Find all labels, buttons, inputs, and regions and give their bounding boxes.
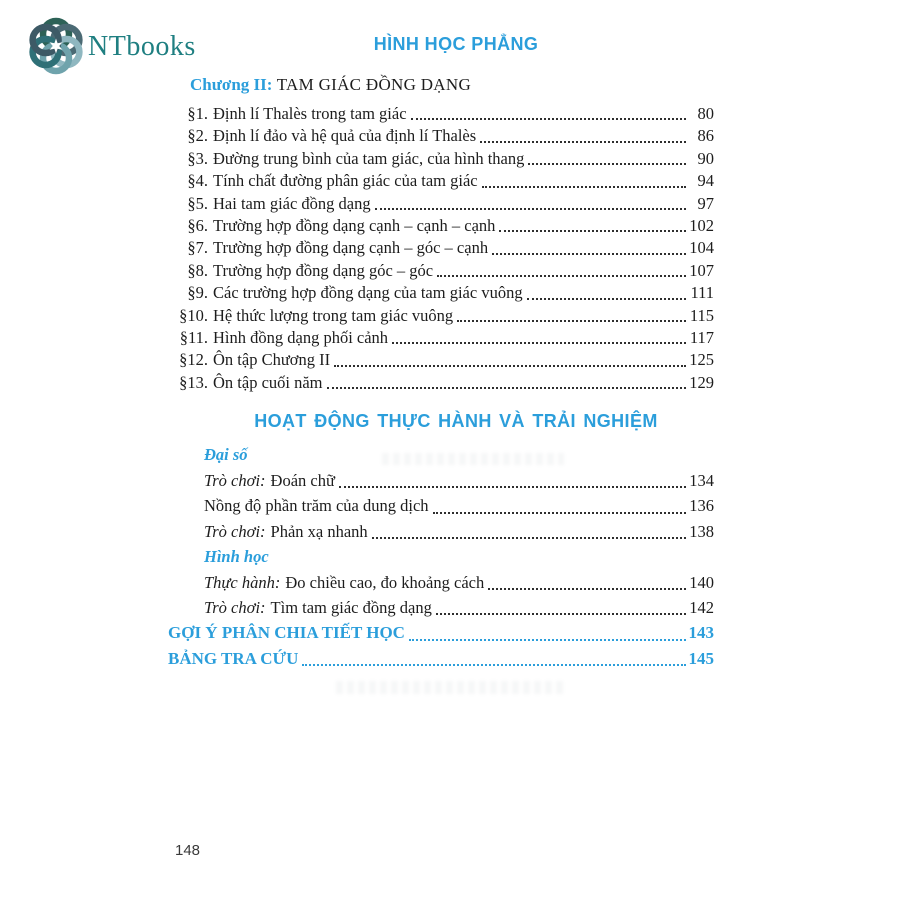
toc-entry-title: Đường trung bình của tam giác, của hình thang (213, 148, 525, 168)
dot-leader (392, 342, 686, 344)
activity-page: 142 (689, 598, 714, 618)
toc-entry (168, 237, 714, 259)
activity-title: Đo chiều cao, đo khoảng cách (285, 572, 485, 592)
dot-leader (372, 537, 686, 539)
dot-leader (409, 639, 686, 641)
activity-title: Nồng độ phần trăm của dung dịch (204, 496, 429, 516)
dot-leader (499, 230, 686, 232)
page-title: HÌNH HỌC PHẲNG (373, 34, 539, 54)
lesson-plan-page: 143 (688, 623, 714, 643)
toc-entry (168, 148, 714, 170)
toc-entry-number: §11. (179, 328, 208, 348)
dot-leader (436, 613, 686, 615)
page-number: 148 (175, 842, 201, 859)
dot-leader (480, 141, 686, 143)
chapter-heading (190, 75, 714, 95)
dot-leader (528, 163, 686, 165)
toc-entry-title: Trường hợp đồng dạng góc – góc (213, 260, 434, 280)
lesson-plan-entry (168, 620, 714, 645)
toc-entry (168, 215, 714, 237)
dot-leader (527, 298, 686, 300)
chapter-label: Chương II: (190, 75, 273, 94)
activity-title: Phản xạ nhanh (270, 521, 368, 541)
toc-entry-number: §2. (187, 126, 208, 146)
toc-entry-page: 107 (689, 260, 714, 280)
dot-leader (411, 118, 686, 120)
toc-entry-number: §4. (187, 171, 208, 191)
lesson-plan-title: GỢI Ý PHÂN CHIA TIẾT HỌC (168, 623, 405, 643)
toc-entry (168, 282, 714, 304)
toc-entry-title: Tính chất đường phân giác của tam giác (213, 171, 478, 191)
index-entry (168, 646, 714, 671)
toc-entry-number: §7. (187, 238, 208, 258)
toc-list (168, 103, 714, 394)
ntbooks-logo-text: NTbooks (88, 31, 196, 62)
toc-entry (168, 170, 714, 192)
chapter-title: TAM GIÁC ĐỒNG DẠNG (276, 75, 472, 94)
toc-entry (168, 103, 714, 125)
activity-page: 136 (689, 496, 714, 516)
toc-entry-number: §10. (179, 305, 208, 325)
toc-entry-number: §5. (187, 193, 208, 213)
dot-leader (437, 275, 686, 277)
toc-entry-page: 80 (697, 104, 714, 123)
activity-title: Tìm tam giác đồng dạng (270, 598, 432, 618)
toc-entry-title: Trường hợp đồng dạng cạnh – cạnh – cạnh (213, 216, 496, 236)
dot-leader (492, 253, 686, 255)
toc-entry-page: 117 (689, 328, 714, 348)
toc-entry-page: 86 (697, 126, 714, 146)
toc-entry-number: §8. (187, 260, 208, 280)
toc-entry-number: §6. (187, 216, 208, 236)
toc-entry-page: 94 (697, 171, 714, 191)
activity-title: Đoán chữ (270, 471, 335, 491)
toc-entry-page: 102 (689, 216, 714, 236)
knot-flower-icon (26, 16, 86, 76)
activity-prefix: Thực hành: (204, 572, 281, 592)
dot-leader (482, 186, 686, 188)
toc-entry (168, 125, 714, 147)
dot-leader (375, 208, 686, 210)
toc-entry (168, 260, 714, 282)
activity-entry (204, 468, 714, 493)
group-heading-algebra: Đại số (204, 445, 248, 465)
toc-entry (168, 193, 714, 215)
index-page: 145 (688, 648, 714, 668)
toc-entry-title: Hai tam giác đồng dạng (213, 193, 371, 213)
toc-entry-title: Hình đồng dạng phối cảnh (213, 328, 389, 348)
activity-prefix: Trò chơi: (204, 598, 266, 618)
dot-leader (334, 365, 686, 367)
activities-section-title: HOẠT ĐỘNG THỰC HÀNH VÀ TRẢI NGHIỆM (254, 411, 658, 432)
dot-leader (302, 664, 686, 666)
toc-content (168, 30, 714, 671)
activity-entry (204, 595, 714, 620)
dot-leader (488, 588, 686, 590)
toc-entry-title: Trường hợp đồng dạng cạnh – góc – cạnh (213, 238, 489, 258)
toc-entry-title: Các trường hợp đồng dạng của tam giác vuông (213, 283, 523, 303)
toc-entry (168, 305, 714, 327)
toc-entry-number: §1. (187, 104, 208, 123)
group-heading-geometry: Hình học (204, 546, 269, 566)
activity-prefix: Trò chơi: (204, 471, 266, 491)
toc-entry-title: Ôn tập cuối năm (213, 372, 323, 392)
activities-list (168, 443, 714, 620)
toc-entry (168, 349, 714, 371)
activity-page: 134 (689, 471, 714, 491)
activity-prefix: Trò chơi: (204, 521, 266, 541)
dot-leader (433, 512, 686, 514)
toc-entry (168, 327, 714, 349)
toc-entry-number: §9. (187, 283, 208, 303)
dot-leader (339, 486, 686, 488)
bleed-through-ghost (336, 681, 564, 694)
toc-entry-page: 115 (689, 305, 714, 325)
toc-entry-number: §12. (179, 350, 208, 370)
toc-entry-number: §13. (179, 372, 208, 392)
activity-page: 138 (689, 521, 714, 541)
activity-entry (204, 570, 714, 595)
activity-entry (204, 519, 714, 544)
toc-entry-title: Định lí đảo và hệ quả của định lí Thalès (213, 126, 477, 146)
toc-entry-page: 90 (697, 148, 714, 168)
toc-entry-title: Hệ thức lượng trong tam giác vuông (213, 305, 454, 325)
toc-entry-page: 125 (689, 350, 714, 370)
toc-entry-page: 97 (697, 193, 714, 213)
toc-entry-page: 129 (689, 372, 714, 392)
toc-entry-title: Định lí Thalès trong tam giác (213, 104, 407, 123)
index-title: BẢNG TRA CỨU (168, 648, 299, 668)
toc-entry-page: 111 (690, 283, 714, 303)
dot-leader (327, 387, 686, 389)
activity-entry (204, 493, 714, 518)
toc-entry (168, 372, 714, 394)
toc-entry-page: 104 (689, 238, 714, 258)
toc-entry-number: §3. (187, 148, 208, 168)
activity-page: 140 (689, 572, 714, 592)
dot-leader (457, 320, 686, 322)
toc-entry-title: Ôn tập Chương II (213, 350, 331, 370)
